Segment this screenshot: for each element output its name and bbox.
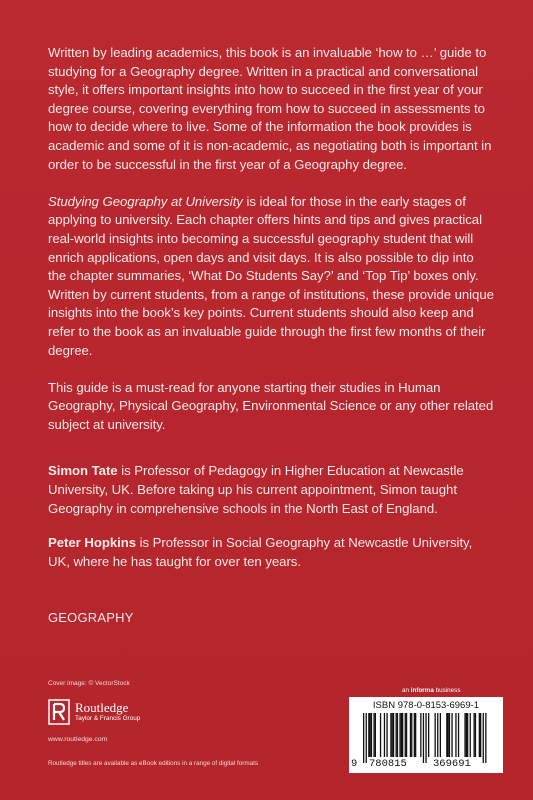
routledge-logo-icon xyxy=(48,699,70,725)
barcode-bar xyxy=(396,713,397,757)
barcode-bar xyxy=(446,713,447,757)
barcode-bar xyxy=(474,713,475,757)
barcode-bar xyxy=(455,713,456,757)
cover-credit: Cover image: © VectorStock xyxy=(48,680,130,687)
publisher-group: Taylor & Francis Group xyxy=(75,715,141,722)
barcode-bar xyxy=(464,713,465,757)
barcode-bar xyxy=(466,713,467,757)
blurb-paragraph-2-text: is ideal for those in the early stages of applying to university. Each chapter offers hints and tips and gives practical real-world insights into becoming a successful geography student that will enrich applications, open days and visit days. It is also possible to dip into the chapter summaries, ‘What Do Students Say?’ and ‘Top Tip’ boxes only. Written by current students, from a range of institutions, these provide unique insights into the book’s key points. Current students should also keep and refer to the book as an invaluable guide through the first few months of their degree. xyxy=(48,193,494,358)
barcode-bar xyxy=(420,713,421,757)
barcode-bar xyxy=(390,713,391,757)
blurb-paragraph-3: This guide is a must-read for anyone starting their studies in Human Geography, Physical Geography, Environmental Science or any other related subject at university. xyxy=(48,379,494,432)
author-bio-1 xyxy=(48,462,494,518)
blurb-paragraph-1: Written by leading academics, this book is an invaluable ‘how to …’ guide to studying for a Geography degree. Written in a practical and conversational style, it offers important insights into how to succeed in the first year of your degree course, covering everything from how to succeed in assessments to how to decide where to live. Some of the information the book provides is academic and some of it is non-academic, as negotiating both is important in order to be successful in the first year of a Geography degree. xyxy=(48,45,492,172)
publisher-logo xyxy=(48,698,140,726)
barcode-bar xyxy=(479,713,480,757)
barcode-bar xyxy=(368,713,369,757)
publisher-website: www.routledge.com xyxy=(48,736,108,743)
barcode-bar xyxy=(451,713,452,757)
blurb xyxy=(48,44,494,587)
author-bio-2 xyxy=(48,534,494,571)
barcode-bar xyxy=(405,713,406,757)
barcode-bar xyxy=(399,713,400,757)
barcode-bar xyxy=(397,713,398,757)
author-name-2: Peter Hopkins xyxy=(48,535,137,551)
barcode-bar xyxy=(411,713,412,757)
barcode-digits-left: 780815 xyxy=(369,758,407,770)
informa-tagline xyxy=(402,687,460,694)
barcode-bar xyxy=(406,713,407,757)
barcode-bar xyxy=(435,713,436,757)
subject-category: GEOGRAPHY xyxy=(48,610,134,625)
barcode-bar xyxy=(475,713,476,757)
barcode-bar xyxy=(414,713,415,757)
barcode-bar xyxy=(402,713,403,757)
barcode-bar xyxy=(386,713,387,757)
barcode-bar xyxy=(470,713,471,757)
barcode-bar xyxy=(392,713,393,757)
barcode-bar xyxy=(375,713,376,757)
barcode-bar xyxy=(401,713,402,757)
barcode-bar xyxy=(428,713,429,757)
isbn-label: ISBN 978-0-8153-6969-1 xyxy=(372,700,480,711)
publisher-name: Routledge xyxy=(75,700,129,715)
blurb-paragraph-2 xyxy=(48,193,494,360)
barcode-bar xyxy=(483,713,484,763)
barcode-icon xyxy=(361,713,491,763)
author-bio-text-1: is Professor of Pedagogy in Higher Education at Newcastle University, UK. Before taking up his current appointment, Simon taught Geography in comprehensive schools in the North East of England. xyxy=(48,463,464,516)
barcode-bar xyxy=(366,713,367,763)
barcode-bar xyxy=(440,713,441,757)
informa-name: informa xyxy=(410,687,434,694)
ebook-note: Routledge titles are available as eBook editions in a range of digital formats xyxy=(48,760,259,767)
barcode-bar xyxy=(370,713,371,757)
barcode-bar xyxy=(371,713,372,757)
barcode-bar xyxy=(448,713,449,757)
barcode-bar xyxy=(458,713,459,757)
barcode-bar xyxy=(449,713,450,757)
barcode-bar xyxy=(425,713,426,763)
barcode-bar xyxy=(410,713,411,757)
informa-prefix: an xyxy=(402,687,411,694)
author-bio-text-2: is Professor in Social Geography at Newcastle University, UK, where he has taught for over ten years. xyxy=(48,535,473,569)
barcode-bar xyxy=(415,713,416,757)
barcode-bar xyxy=(373,713,374,757)
barcode-bar xyxy=(467,713,468,757)
barcode-bar xyxy=(393,713,394,757)
informa-suffix: business xyxy=(433,687,461,694)
barcode-bar xyxy=(384,713,385,757)
barcode-bar xyxy=(423,713,424,763)
barcode-bar xyxy=(363,713,364,763)
author-name-1: Simon Tate xyxy=(48,463,118,479)
barcode-bar xyxy=(437,713,438,757)
isbn-barcode xyxy=(349,697,503,773)
book-title: Studying Geography at University xyxy=(48,193,243,209)
barcode-bar xyxy=(380,713,381,757)
barcode-digits-right: 369691 xyxy=(433,758,471,770)
barcode-digit-first: 9 xyxy=(351,758,358,770)
barcode-bar xyxy=(485,713,486,763)
barcode-bar xyxy=(480,713,481,757)
